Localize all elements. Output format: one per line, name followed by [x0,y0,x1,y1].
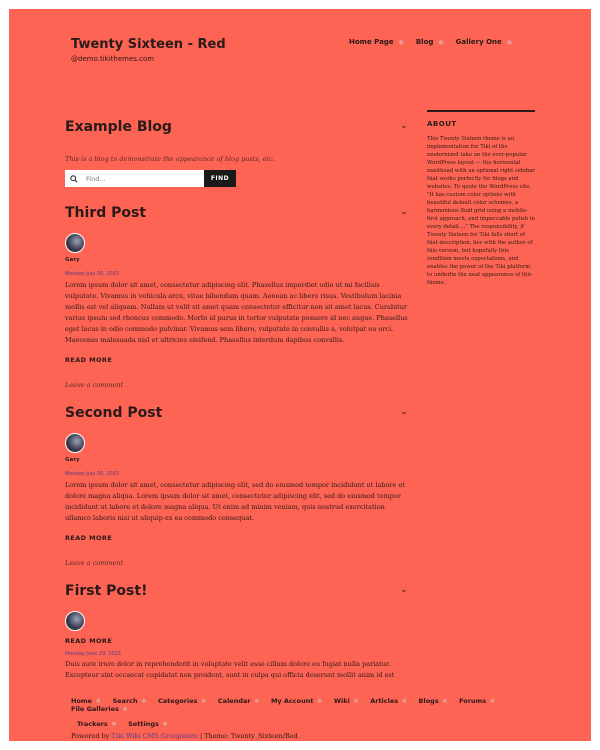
chevron-down-icon: ● [122,706,128,712]
footer-item-label: Articles [370,697,399,705]
top-nav-label: Blog [415,38,434,46]
footer-menu-row [71,716,541,731]
read-more-link[interactable]: READ MORE [65,356,113,364]
post-body: Duis aute irure dolor in reprehenderit in voluptate velit esse cillum dolore eu fugiat nulla pariatur. Excepteur sint occaecat cupidatat non proident, sunt in culpa qui officia deserunt mollit anim id est [65,660,395,679]
top-nav-item-blog[interactable] [416,38,444,46]
footer-item-forums[interactable] [459,697,495,705]
post-body: Lorem ipsum dolor sit amet, consectetur adipiscing elit. Phasellus imperdiet odio ut mi facilisis vulputate. Vivamus in vehicula arcu, vitae bibendum quam. Aenean ac libero risus. Vestibulum lacinia mollis est vel aliquam. Nullam ut velit sit amet quam consectetur efficitur non sit amet lacus. Curabitur varius ipsum sed rhoncus commodo. Morbi id purus in tortor vulputate posuere id nec augue. Phasellus eget lacus in odio commodo pulvinar. Vivamus sem libero, vulputate in convallis a, volutpat eu orci. Maecenas malesuada nisl et ultricies eleifend. Phasellus interdum dapibus convallis. [65,281,408,344]
top-navigation [349,38,524,46]
chevron-down-icon: ● [506,38,513,46]
chevron-down-icon: ● [490,698,495,704]
theme-credit: | Theme: Twenty_Sixteen/Red [199,732,298,740]
chevron-down-icon: ● [353,698,359,704]
post-author[interactable]: Gary [65,257,80,263]
post-date[interactable]: Monday June 29, 2015 [65,651,122,657]
sidebar-about-text: This Twenty Sixteen theme is an implementation for Tiki of the modernized take on the ever-popular WordPress layout — the horizontal masthead with an optional right sidebar that works perfectly for blogs and websites. To quote the WordPress site, "It has custom color options with beautiful default color schemes, a harmonious fluid grid using a mobile-first approach, and impeccable polish in every detail...." The responsibility, if Twenty Sixteen for Tiki falls short of that description, lies with the author of this version, but hopefully this rendition meets expectations, and enables the power of the Tiki platform to underlie the neat appearance of this theme. [427,136,535,286]
top-nav-label: Home Page [349,38,394,46]
sidebar-title: ABOUT [427,120,457,128]
footer-menu-row [71,697,541,712]
post-date[interactable]: Monday July 06, 2015 [65,471,120,477]
top-nav-label: Gallery One [455,38,502,46]
main-column [65,119,410,681]
sidebar-divider [427,110,535,112]
site-title[interactable]: Twenty Sixteen - Red [71,37,226,52]
footer-item-label: Settings [128,719,159,728]
post-title[interactable]: First Post! [65,583,148,599]
footer-item-wiki[interactable] [334,697,358,705]
footer-menu [71,697,541,731]
search-form [65,170,410,187]
powered-prefix: Powered by [71,732,110,740]
search-input[interactable] [82,170,204,187]
post-body: Lorem ipsum dolor sit amet, consectetur adipiscing elit, sed do eiusmod tempor incididunt ut labore et dolore magna aliqua. Lorem ipsum dolor sit amet, consectetur adipiscing elit, sed do eiusmod tempor incididunt ut labore et dolore magna aliqua. Ut enim ad minim veniam, quis nostrud exercitation ullamco laboris nisi ut aliquip ex ea commodo consequat. [65,481,405,522]
tiki-link[interactable]: Tiki Wiki CMS Groupware [111,732,198,740]
post-date[interactable]: Monday July 06, 2015 [65,271,120,277]
footer-item-label: Forums [459,697,487,705]
blog-title[interactable]: Example Blog [65,119,172,135]
footer-item-calendar[interactable] [218,697,259,705]
footer-item-label: Trackers [77,719,108,728]
chevron-down-icon: ● [317,698,322,704]
chevron-down-icon: ● [398,38,404,46]
chevron-down-icon: ● [442,698,448,704]
powered-by [71,732,298,740]
footer-item-settings[interactable] [128,720,167,728]
footer-item-search[interactable] [112,697,146,705]
avatar[interactable] [65,233,85,253]
top-nav-item-home[interactable] [349,38,404,46]
post-author[interactable]: Gary [65,457,80,463]
search-icon [65,170,82,187]
chevron-down-icon: ● [111,720,117,727]
post-title[interactable]: Third Post [65,205,147,221]
footer-item-articles[interactable] [370,697,406,705]
chevron-down-icon: ● [141,698,147,704]
post-heading-row [65,583,410,601]
avatar[interactable] [65,611,85,631]
read-more-link[interactable]: READ MORE [65,534,113,542]
post [65,205,410,389]
footer-item-file-galleries[interactable] [71,705,127,713]
footer-item-label: File Galleries [71,705,119,713]
footer-item-blogs[interactable] [419,697,448,705]
chevron-down-icon: ● [438,38,444,46]
leave-comment-link[interactable]: Leave a comment [65,381,124,389]
footer-item-categories[interactable] [158,697,206,705]
blog-heading-row [65,119,410,139]
footer-item-label: Calendar [217,697,251,705]
leave-comment-link[interactable]: Leave a comment [65,559,124,567]
footer-item-label: Home [71,697,93,705]
footer-item-trackers[interactable] [77,720,116,728]
post-heading-row [65,205,410,223]
post [65,583,410,681]
chevron-down-icon: ● [254,698,259,704]
footer-item-label: Categories [158,697,198,705]
footer-item-label: Search [112,697,138,705]
chevron-down-icon: ● [201,698,206,704]
post-heading-row [65,405,410,423]
chevron-down-icon[interactable]: ⌄ [400,585,408,595]
footer-item-label: Blogs [418,697,439,705]
post-title[interactable]: Second Post [65,405,163,421]
sidebar [427,110,535,287]
chevron-down-icon: ● [162,720,168,727]
chevron-down-icon: ● [96,698,101,704]
site-tagline: @demo.tikithemes.com [71,55,155,63]
find-button[interactable]: FIND [204,170,236,187]
read-more-link[interactable]: READ MORE [65,637,113,645]
page-frame [9,9,591,741]
chevron-down-icon[interactable]: ⌄ [400,121,408,131]
footer-item-home[interactable] [71,697,100,705]
blog-description: This is a blog to demonstrate the appearance of blog posts, etc. [65,155,275,163]
avatar[interactable] [65,433,85,453]
footer-item-my-account[interactable] [271,697,322,705]
chevron-down-icon[interactable]: ⌄ [400,207,408,217]
chevron-down-icon[interactable]: ⌄ [400,407,408,417]
footer-item-label: Wiki [333,697,350,705]
footer-item-label: My Account [270,697,314,705]
top-nav-item-gallery[interactable] [456,38,512,46]
post [65,405,410,567]
chevron-down-icon: ● [402,698,407,704]
